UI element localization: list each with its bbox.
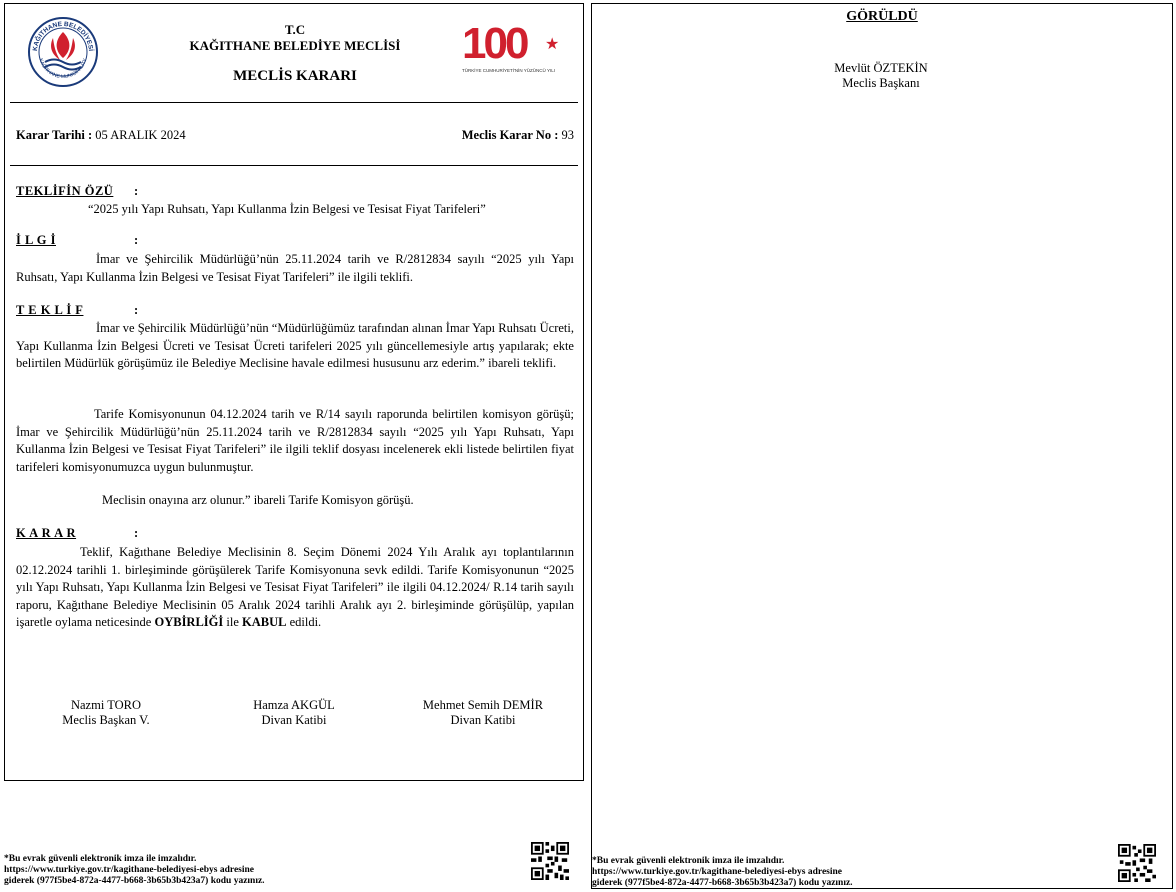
karar-text: Teklif, Kağıthane Belediye Meclisinin 8. Seçim Dönemi 2024 Yılı Aralık ayı toplantılarının 02.12.2024 tarihli 1. birleşiminde görüşülerek Tarife Komisyonuna sevk edildi. Tarife Komisyonunun “2025 yılı Yapı Ruhsatı, Yapı Kullanma İzin Belgesi ve Tesisat Fiyat Tarifeleri” ile ilgili 04.12.2024/ R.14 tarih sayılı raporu, Kağıthane Belediye Meclisinin 05 Aralık 2024 tarihli Aralık ayı 2. birleşiminde görüşülüp, yapılan işaretle oylama neticesinde OYBİRLİĞİ ile KABUL edildi.	[16, 545, 574, 629]
divider	[10, 165, 578, 166]
header-tc: T.C	[284, 22, 306, 37]
doc-type-title: MECLİS KARARI	[233, 68, 357, 84]
teklif-text: İmar ve Şehircilik Müdürlüğü’nün “Müdürlüğümüz tarafından alınan İmar Yapı Ruhsatı Ücreti, Yapı Kullanma İzin Belgesi Ücreti ve Tesisat Ücreti tarifeleri 2025 yılı güncellemesiyle artış yapılarak; ekte belirtilen Müdürlük görüşümüz ile Belediye Meclisine havale edilmesi hususunu arz ederim.” ibareli teklifi.	[16, 321, 574, 370]
signatory-name: Mehmet Semih DEMİR	[422, 698, 544, 712]
decision-number	[400, 128, 574, 143]
logo-text-top: KAĞITHANE BELEDİYESİ	[31, 20, 94, 52]
section-title-ozu: TEKLİFİN ÖZÜ :	[16, 184, 139, 198]
signature-block	[214, 698, 374, 728]
badge-caption: TÜRKİYE CUMHURİYETİ'NİN YÜZÜNCÜ YILI	[462, 68, 555, 73]
section-title-teklif: T E K L İ F :	[16, 303, 139, 317]
karar-result-unanimous: OYBİRLİĞİ	[154, 615, 224, 629]
approval-signature	[781, 61, 981, 91]
ilgi-text: İmar ve Şehircilik Müdürlüğü’nün 25.11.2024 tarih ve R/2812834 sayılı “2025 yılı Yapı Ruhsatı, Yapı Kullanma İzin Belgesi ve Tesisat Fiyat Tarifeleri” ile ilgili teklifi.	[16, 252, 574, 284]
verification-link[interactable]: https://www.turkiye.gov.tr/kagithane-belediyesi-ebys adresine	[4, 865, 254, 875]
date-label: Karar Tarihi :	[16, 128, 93, 142]
approver-name: Mevlüt ÖZTEKİN	[834, 61, 928, 75]
municipality-logo	[27, 16, 99, 88]
decision-date	[16, 128, 186, 143]
badge-number: 100	[462, 19, 527, 68]
qr-code-icon	[1118, 844, 1156, 882]
section-title-karar: K A R A R :	[16, 526, 139, 540]
onay-text: Meclisin onayına arz olunur.” ibareli Tarife Komisyon görüşü.	[102, 493, 414, 507]
qr-code-icon	[531, 842, 569, 880]
star-icon: ★	[545, 36, 560, 53]
signature-block	[26, 698, 186, 728]
centennial-badge	[462, 19, 566, 80]
date-value: 05 ARALIK 2024	[95, 128, 186, 142]
section-title-ilgi: İ L G İ :	[16, 233, 139, 247]
e-signature-note: *Bu evrak güvenli elektronik imza ile imzalıdır. https://www.turkiye.gov.tr/kagithane-belediyesi-ebys adresine giderek (977f5be4-872a-4477-b668-3b65b3b423a7) kodu yazınız.	[4, 854, 334, 887]
divider	[10, 102, 578, 103]
logo-text-bottom: KAĞITHANE MUNICIPALITY	[37, 57, 89, 81]
signatory-name: Nazmi TORO	[70, 698, 142, 712]
council-name: KAĞITHANE BELEDİYE MECLİSİ	[189, 38, 401, 53]
approval-title: GÖRÜLDÜ	[846, 9, 918, 24]
signatory-title: Divan Katibi	[261, 713, 327, 727]
komisyon-text: Tarife Komisyonunun 04.12.2024 tarih ve R/14 sayılı raporunda belirtilen komisyon görüşü; İmar ve Şehircilik Müdürlüğü’nün 25.11.2024 tarih ve R/2812834 sayılı “2025 yılı Yapı Ruhsatı, Yapı Kullanma İzin Belgesi ve Tesisat Fiyat Tarifeleri” ile ilgili teklif dosyası incelenerek ekli listede belirtilen fiyat tarifeleri komisyonumuzca uygun bulunmuştur.	[16, 407, 574, 474]
no-value: 93	[561, 128, 574, 142]
signatory-title: Divan Katibi	[450, 713, 516, 727]
approver-role: Meclis Başkanı	[842, 76, 920, 90]
signatory-title: Meclis Başkan V.	[62, 713, 150, 727]
signatory-name: Hamza AKGÜL	[253, 698, 335, 712]
no-label: Meclis Karar No :	[461, 128, 559, 142]
approval-page	[591, 3, 1173, 889]
e-signature-note: *Bu evrak güvenli elektronik imza ile imzalıdır. https://www.turkiye.gov.tr/kagithane-belediyesi-ebys adresine giderek (977f5be4-872a-4477-b668-3b65b3b423a7) kodu yazınız.	[592, 856, 922, 889]
karar-result-accepted: KABUL	[242, 615, 287, 629]
decision-page	[4, 3, 584, 781]
ozu-text: “2025 yılı Yapı Ruhsatı, Yapı Kullanma İzin Belgesi ve Tesisat Fiyat Tarifeleri”	[88, 202, 486, 216]
verification-link[interactable]: https://www.turkiye.gov.tr/kagithane-belediyesi-ebys adresine	[592, 867, 842, 877]
signature-block	[403, 698, 563, 728]
